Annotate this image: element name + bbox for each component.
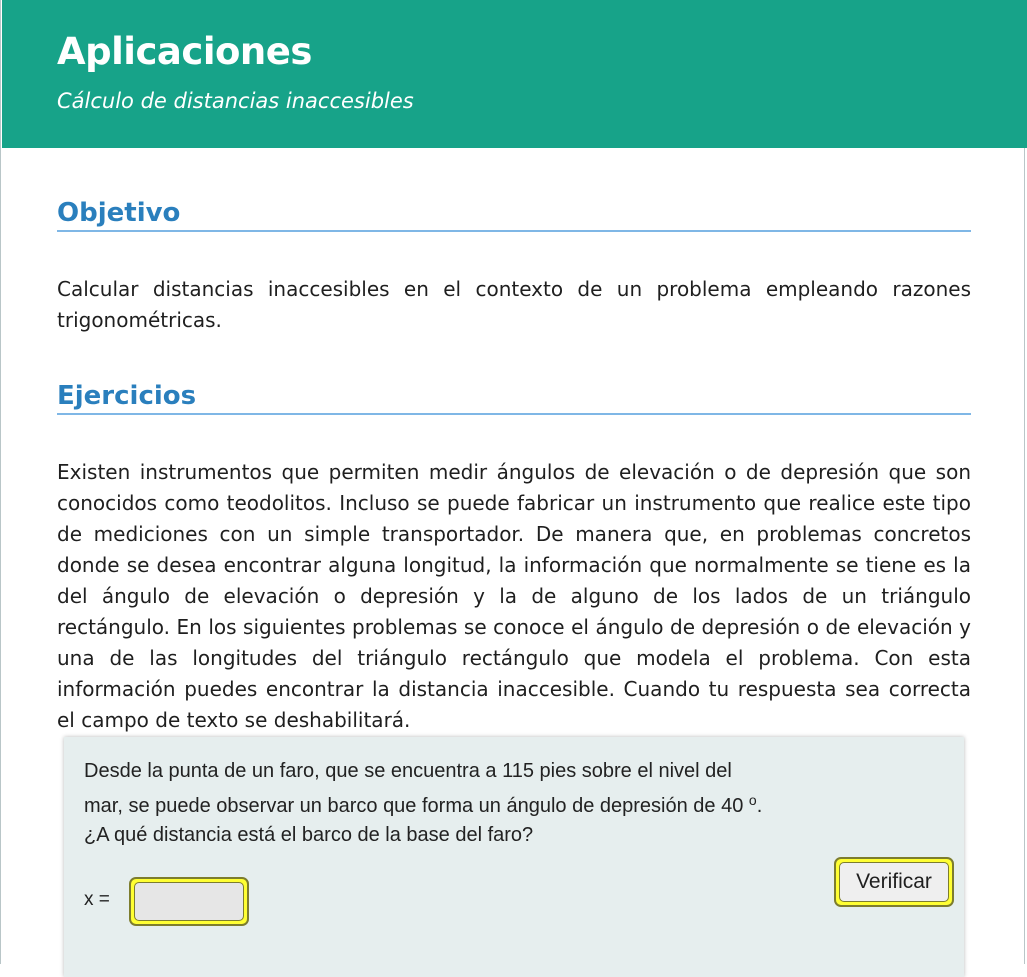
verify-button-highlight xyxy=(834,857,954,907)
objective-text: Calcular distancias inaccesibles en el contexto de un problema empleando razones trigonométricas. xyxy=(57,277,971,332)
degree-symbol: o xyxy=(748,792,757,808)
exercise-card xyxy=(64,737,964,977)
exercise-line-3: ¿A qué distancia está el barco de la base del faro? xyxy=(84,824,534,846)
page-header xyxy=(2,0,1027,148)
exercise-line-2-end: . xyxy=(756,795,763,817)
answer-input[interactable] xyxy=(134,882,244,921)
exercises-heading: Ejercicios xyxy=(57,381,971,415)
exercise-problem xyxy=(84,757,824,850)
answer-input-highlight xyxy=(129,877,249,926)
verify-button[interactable]: Verificar xyxy=(839,862,949,902)
exercises-text: Existen instrumentos que permiten medir ángulos de elevación o de depresión que son conocidos como teodolitos. Incluso se puede fabricar un instrumento que realice este tipo de mediciones con un simple transportador. De manera que, en problemas concretos donde se desea encontrar alguna longitud, la información que normalmente se tiene es la del ángulo de elevación o depresión y la de alguno de los lados de un triángulo rectángulo. En los siguientes problemas se conoce el ángulo de depresión o de elevación y una de las longitudes del triángulo rectángulo que modela el problema. Con esta información puedes encontrar la distancia inaccesible. Cuando tu respuesta sea correcta el campo de texto se deshabilitará. xyxy=(57,460,971,732)
page-title: Aplicaciones xyxy=(57,30,312,73)
exercise-line-2: mar, se puede observar un barco que forma un ángulo de depresión de 40 xyxy=(84,795,744,817)
exercise-line-1: Desde la punta de un faro, que se encuentra a 115 pies sobre el nivel del xyxy=(84,760,732,782)
objective-heading: Objetivo xyxy=(57,198,971,232)
page-subtitle: Cálculo de distancias inaccesibles xyxy=(57,89,414,113)
answer-label: x = xyxy=(84,889,110,910)
